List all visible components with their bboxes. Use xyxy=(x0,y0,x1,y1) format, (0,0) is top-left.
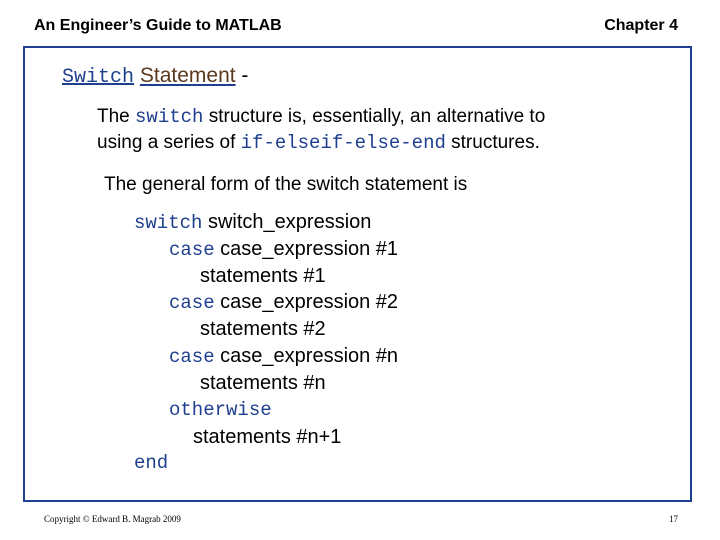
code-case2-line xyxy=(169,291,398,314)
slide-title xyxy=(62,64,248,89)
code-switch-expression: switch_expression xyxy=(202,211,372,233)
code-case-keyword: case xyxy=(169,239,215,261)
paragraph-line-1 xyxy=(97,106,545,128)
book-title: An Engineer’s Guide to MATLAB xyxy=(34,17,282,34)
code-case-keyword: case xyxy=(169,292,215,314)
copyright-notice: Copyright © Edward B. Magrab 2009 xyxy=(44,514,181,524)
code-casen-line xyxy=(169,345,398,368)
para1-text-2: structure is, essentially, an alternative to xyxy=(203,106,546,127)
code-otherwise-line xyxy=(169,398,272,421)
para1-text-4: structures. xyxy=(445,132,540,153)
code-statements-other: statements #n+1 xyxy=(193,426,342,448)
code-otherwise-keyword: otherwise xyxy=(169,399,272,421)
code-end-keyword: end xyxy=(134,452,169,474)
chapter-label: Chapter 4 xyxy=(604,17,678,34)
title-keyword: Switch xyxy=(62,66,135,89)
code-case2-expression: case_expression #2 xyxy=(214,291,399,313)
title-word: Statement xyxy=(139,64,236,87)
code-switch-keyword: switch xyxy=(134,212,203,234)
para1-text-1: The xyxy=(97,106,136,127)
code-case1-expression: case_expression #1 xyxy=(214,238,399,260)
page-number: 17 xyxy=(669,514,678,524)
title-dash: - xyxy=(235,64,249,87)
paragraph-line-2 xyxy=(97,132,540,154)
code-case-keyword: case xyxy=(169,346,215,368)
code-statementsn: statements #n xyxy=(200,372,326,394)
para1-text-3: using a series of xyxy=(97,132,241,153)
paragraph-general-form: The general form of the switch statement is xyxy=(104,174,468,195)
code-end-line xyxy=(134,451,168,474)
para1-keyword-switch: switch xyxy=(135,106,204,128)
code-statements2: statements #2 xyxy=(200,318,326,340)
code-switch-line xyxy=(134,211,371,234)
code-statements1: statements #1 xyxy=(200,265,326,287)
code-case1-line xyxy=(169,238,398,261)
para1-keyword-if-chain: if-elseif-else-end xyxy=(240,132,446,154)
code-casen-expression: case_expression #n xyxy=(214,345,399,367)
